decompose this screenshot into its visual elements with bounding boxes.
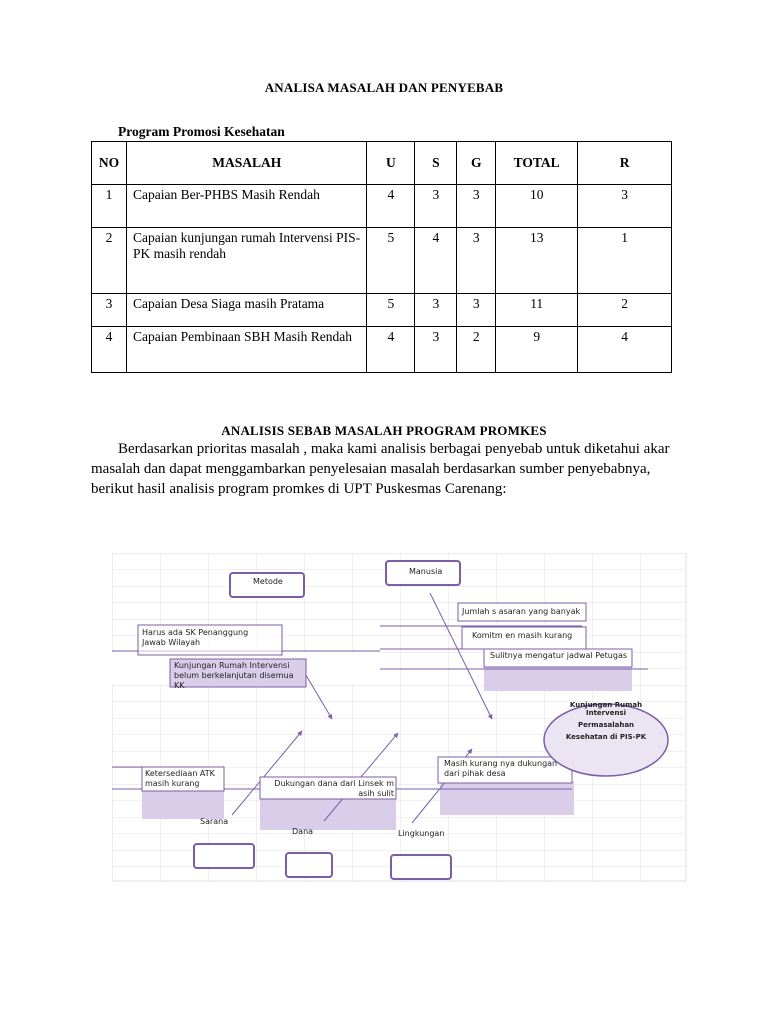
cause-lingkungan-1: Masih kurang nya dukungan dari pihak desa (444, 759, 558, 778)
cell-masalah: Capaian Desa Siaga masih Pratama (126, 294, 366, 327)
cell-r: 1 (578, 228, 672, 294)
table-row (92, 294, 672, 327)
cause-metode-1: Harus ada SK Penanggung Jawab Wilayah (142, 628, 249, 647)
header-s: S (415, 142, 457, 185)
table-row (92, 228, 672, 294)
cell-no: 2 (92, 228, 127, 294)
cell-r: 2 (578, 294, 672, 327)
cell-g: 3 (457, 228, 496, 294)
cell-no: 3 (92, 294, 127, 327)
header-total: TOTAL (496, 142, 578, 185)
cause-manusia-1: Jumlah s asaran yang banyak (462, 607, 581, 616)
cell-g: 3 (457, 185, 496, 228)
cause-sarana-1: Ketersediaan ATK masih kurang (145, 769, 215, 788)
table-header-row (92, 142, 672, 185)
category-dana: Dana (292, 827, 314, 836)
cell-g: 3 (457, 294, 496, 327)
header-no: NO (92, 142, 127, 185)
cell-total: 9 (496, 327, 578, 373)
header-g: G (457, 142, 496, 185)
fill-band (440, 781, 574, 815)
intro-text: Berdasarkan prioritas masalah , maka kami analisis berbagai penyebab untuk diketahui akar masalah dan dapat menggambarkan penyelesaian masalah berdasarkan sumber penyebabnya, berikut hasil analisis program promkes di UPT Puskesmas Carenang: (91, 441, 670, 497)
intro-paragraph (91, 439, 671, 499)
fishbone-diagram (112, 553, 688, 883)
category-box-dana (286, 853, 332, 877)
category-metode: Metode (253, 577, 283, 586)
cell-r: 4 (578, 327, 672, 373)
category-box-sarana (194, 844, 254, 868)
cause-dana-1: Dukungan dana dari Linsek m asih sulit (274, 779, 394, 798)
cell-s: 3 (415, 185, 457, 228)
table-row (92, 327, 672, 373)
category-lingkungan: Lingkungan (398, 829, 445, 838)
problem-table (91, 141, 672, 373)
page-title: ANALISA MASALAH DAN PENYEBAB (264, 80, 504, 95)
cause-manusia-2: Komitm en masih kurang (472, 631, 573, 640)
cell-no: 4 (92, 327, 127, 373)
cell-u: 4 (367, 185, 415, 228)
header-r: R (578, 142, 672, 185)
effect-title: Kunjungan Rumah Intervensi (569, 701, 643, 717)
cause-metode-2: Kunjungan Rumah Intervensi belum berkelanjutan disemua KK (174, 661, 294, 690)
category-manusia: Manusia (409, 567, 443, 576)
cell-u: 4 (367, 327, 415, 373)
cell-s: 3 (415, 327, 457, 373)
table-row (92, 185, 672, 228)
cell-r: 3 (578, 185, 672, 228)
header-masalah: MASALAH (126, 142, 366, 185)
cell-u: 5 (367, 228, 415, 294)
cell-u: 5 (367, 294, 415, 327)
cell-total: 10 (496, 185, 578, 228)
effect-text: Permasalahan Kesehatan di PIS-PK (565, 721, 647, 741)
cell-total: 13 (496, 228, 578, 294)
category-sarana: Sarana (200, 817, 229, 826)
cell-g: 2 (457, 327, 496, 373)
header-u: U (367, 142, 415, 185)
cell-s: 3 (415, 294, 457, 327)
category-box-lingkungan (391, 855, 451, 879)
program-title: Program Promosi Kesehatan (118, 124, 285, 139)
cell-masalah: Capaian Pembinaan SBH Masih Rendah (126, 327, 366, 373)
cell-s: 4 (415, 228, 457, 294)
cell-masalah: Capaian Ber-PHBS Masih Rendah (126, 185, 366, 228)
cell-masalah: Capaian kunjungan rumah Intervensi PIS-PK masih rendah (126, 228, 366, 294)
cause-manusia-3: Sulitnya mengatur jadwal Petugas (490, 651, 628, 660)
fill-band (260, 798, 396, 830)
cell-no: 1 (92, 185, 127, 228)
cell-total: 11 (496, 294, 578, 327)
section-title: ANALISIS SEBAB MASALAH PROGRAM PROMKES (221, 423, 547, 438)
